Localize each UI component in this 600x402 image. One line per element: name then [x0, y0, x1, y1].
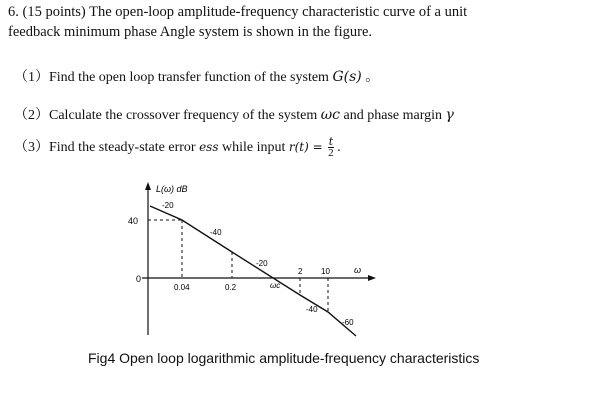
question-1	[14, 66, 379, 86]
freq-label-10: 10	[321, 267, 330, 276]
question-3-mid: while input	[221, 140, 286, 155]
x-axis-label: ω	[354, 265, 362, 275]
question-2	[14, 104, 454, 124]
problem-title: 6. (15 points) The open-loop amplitude-frequency characteristic curve of a unit	[8, 4, 468, 20]
y-tick-40: 40	[128, 216, 139, 226]
fraction-denominator: 2	[328, 147, 334, 160]
slope-label-1: -20	[162, 201, 174, 210]
question-3-fraction	[328, 136, 334, 159]
question-1-end: 。	[365, 70, 380, 85]
slope-label-3: -20	[256, 259, 268, 268]
freq-label-0.2: 0.2	[225, 283, 237, 292]
question-3-ess: ess	[199, 140, 219, 154]
question-3-text: （3）Find the steady-state error	[14, 140, 196, 155]
question-2-math: ωc	[320, 107, 341, 123]
question-3-rt: r(t) =	[288, 140, 323, 154]
question-2-text: （2）Calculate the crossover frequency of the system	[14, 108, 318, 123]
question-3	[14, 136, 341, 159]
slope-label-5: -60	[342, 318, 354, 327]
problem-statement: feedback minimum phase Angle system is shown in the figure.	[8, 24, 373, 40]
fraction-numerator: t	[328, 135, 334, 149]
x-axis-arrow-icon	[368, 275, 376, 281]
bode-magnitude-plot	[120, 180, 380, 340]
crossover-frequency-label: ωc	[270, 281, 281, 290]
question-3-end: .	[337, 140, 341, 155]
y-axis-arrow-icon	[145, 182, 151, 190]
origin-label: 0	[136, 274, 142, 284]
figure-caption: Fig4 Open loop logarithmic amplitude-frequency characteristics	[88, 350, 480, 366]
question-2-gamma: γ	[445, 107, 454, 123]
question-1-text: （1）Find the open loop transfer function of the system	[14, 70, 329, 85]
slope-label-2: -40	[210, 228, 222, 237]
freq-label-2: 2	[298, 267, 303, 276]
question-1-math: G(s)	[332, 69, 362, 85]
question-2-suffix: and phase margin	[343, 108, 443, 123]
y-axis-label: L(ω) dB	[156, 184, 188, 194]
freq-label-0.04: 0.04	[174, 283, 190, 292]
slope-label-4: -40	[306, 305, 318, 314]
